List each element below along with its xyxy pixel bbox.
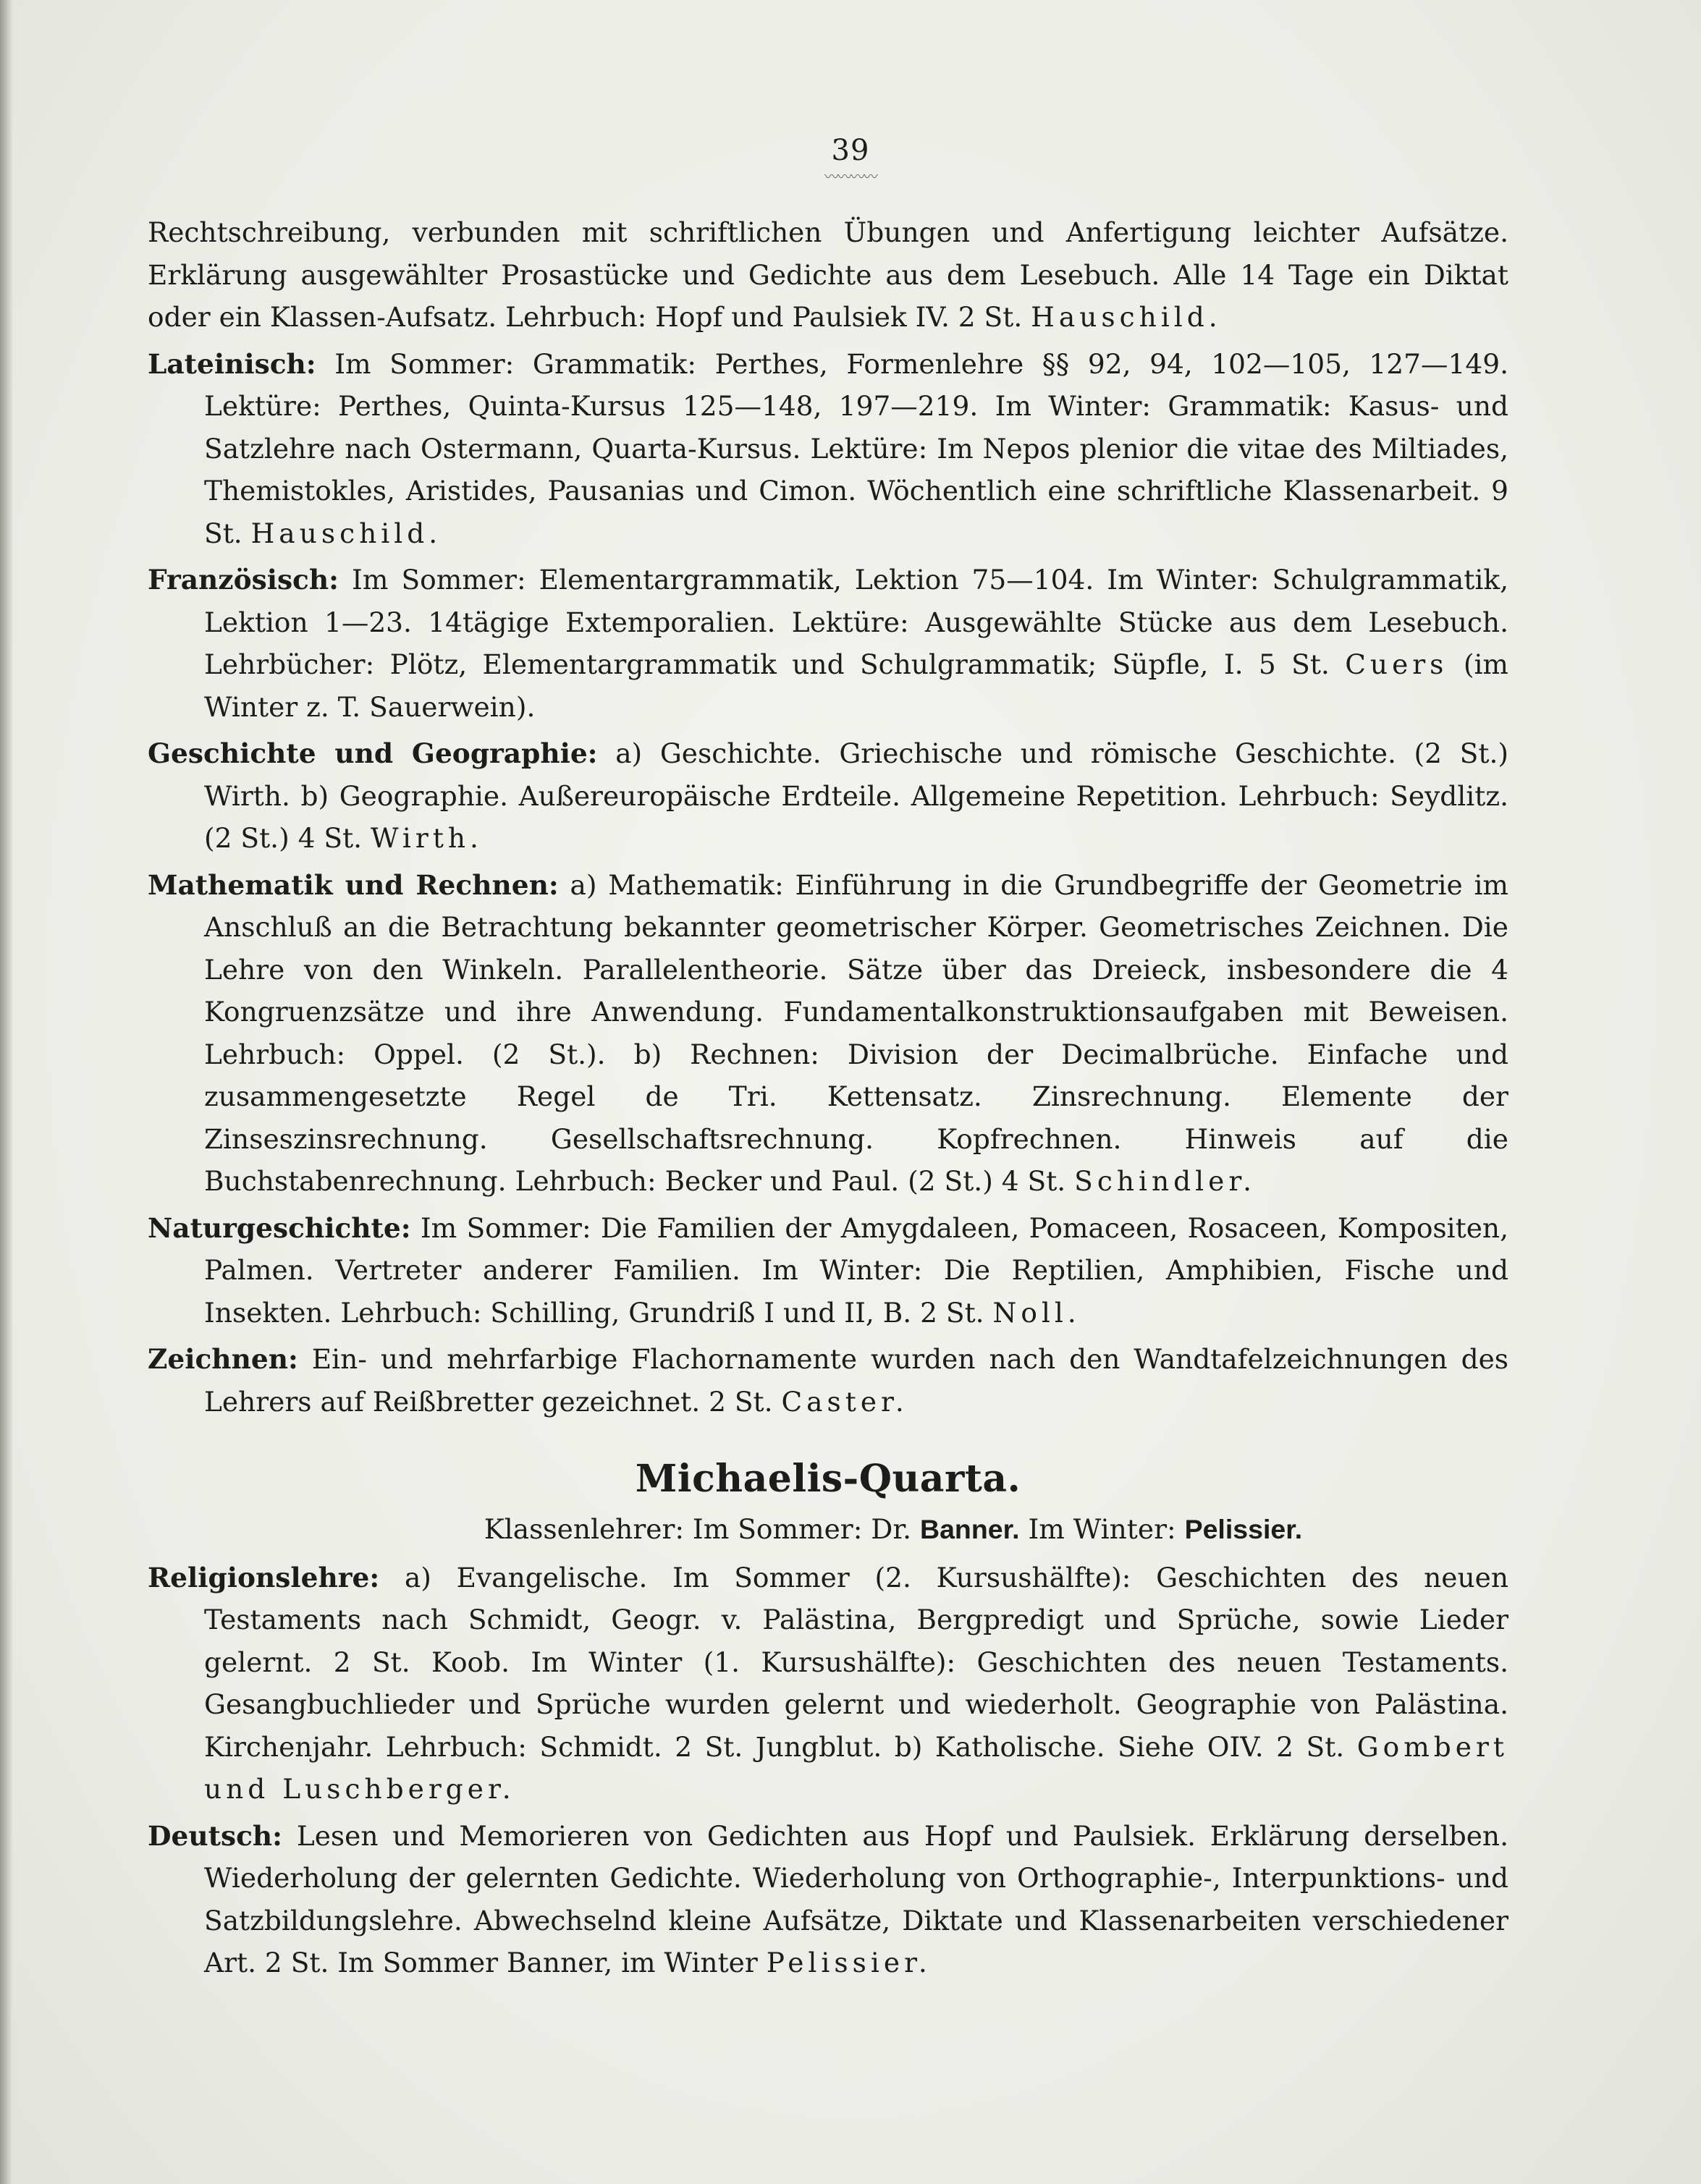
teacher-name: Noll. [992,1296,1081,1329]
subject-label: Zeichnen: [148,1343,298,1375]
subject-text: a) Mathematik: Einführung in die Grundbegriffe der Geometrie im Anschluß an die Betrachtung bekannter geometrischer Körper. Geometrisches Zeichnen. Die Lehre von den Winkeln. Parallelentheorie. Sätze über das Dreieck, insbesondere die 4 Kongruenzsätze und ihre Anwendung. Fundamentalkonstruktionsaufgaben mit Beweisen. Lehrbuch: Oppel. (2 St.). b) Rechnen: Division der Decimalbrüche. Einfache und zusammengesetzte Regel de Tri. Kettensatz. Zinsrechnung. Elemente der Zinseszinsrechnung. Gesellschaftsrechnung. Kopfrechnen. Hinweis auf die Buchstabenrechnung. Lehrbuch: Becker und Paul. (2 St.) 4 St. [204,868,1508,1197]
page-content [148,211,1508,1984]
subject-entry-latin [148,343,1508,555]
teacher-name: Hauschild. [1031,301,1222,333]
subject-label: Religionslehre: [148,1561,380,1593]
continued-paragraph [148,211,1508,339]
subject-text: Im Sommer: Elementargrammatik, Lektion 75—104. Im Winter: Schulgrammatik, Lektion 1—23. 14tägige Extemporalien. Lektüre: Ausgewählte Stücke aus dem Lesebuch. Lehrbücher: Plötz, Elementargrammatik und Schulgrammatik; Süpfle, I. 5 St. [204,564,1509,680]
subject-text: a) Evangelische. Im Sommer (2. Kursushälfte): Geschichten des neuen Testaments nach Schmidt, Geogr. v. Palästina, Bergpredigt und Sprüche, sowie Lieder gelernt. 2 St. Koob. Im Winter (1. Kursushälfte): Geschichten des neuen Testaments. Gesangbuchlieder und Sprüche wurden gelernt und wiederholt. Geographie von Palästina. Kirchenjahr. Lehrbuch: Schmidt. 2 St. Jungblut. b) Katholische. Siehe OIV. 2 St. [204,1561,1508,1763]
teacher-name: Caster. [781,1385,908,1418]
paragraph-text: Rechtschreibung, verbunden mit schriftlichen Übungen und Anfertigung leichter Aufsätze. Erklärung ausgewählter Prosastücke und Gedichte aus dem Lesebuch. Alle 14 Tage ein Diktat oder ein Klassen-Aufsatz. Lehrbuch: Hopf und Paulsiek IV. 2 St. [148,216,1508,333]
winter-teacher: Pelissier. [1184,1514,1303,1544]
subject-text: Im Sommer: Die Familien der Amygdaleen, Pomaceen, Rosaceen, Kompositen, Palmen. Vertreter anderer Familien. Im Winter: Die Reptilien, Amphibien, Fische und Insekten. Lehrbuch: Schilling, Grundriß I und II, B. 2 St. [204,1211,1508,1329]
teacher-name: Wirth. [371,822,483,854]
subject-entry-drawing [148,1338,1508,1423]
class-teachers-line [148,1508,1508,1551]
teachers-prefix: Klassenlehrer: Im Sommer: Dr. [484,1513,912,1545]
ornament-line: 〰〰〰〰 [824,168,877,185]
teacher-name: Gombert und Luschberger. [204,1730,1508,1805]
teacher-name: Cuers [1345,648,1448,680]
teacher-name: Schindler. [1074,1165,1257,1197]
page-number: 39 [831,134,870,167]
subject-entry-religion [148,1557,1508,1811]
section-title: Michaelis-Quarta. [635,1457,1021,1501]
subject-text: a) Geschichte. Griechische und römische Geschichte. (2 St.) Wirth. b) Geographie. Außereuropäische Erdteile. Allgemeine Repetition. Lehrbuch: Seydlitz. (2 St.) 4 St. [204,737,1508,854]
subject-entry-mathematics [148,864,1508,1203]
subject-entry-history-geography [148,732,1508,860]
teacher-note: (im Winter z. T. Sauerwein). [204,648,1508,723]
teacher-name: Pelissier. [766,1947,932,1978]
subject-entry-french [148,559,1508,728]
teacher-name: Hauschild. [250,517,442,549]
page-edge-shadow [0,0,13,2184]
subject-label: Mathematik und Rechnen: [148,868,559,901]
subject-entry-german [148,1815,1508,1984]
subject-label: Geschichte und Geographie: [148,737,598,769]
summer-teacher: Banner. [920,1514,1020,1544]
subject-label: Deutsch: [148,1819,283,1852]
subject-text: Im Sommer: Grammatik: Perthes, Formenlehre §§ 92, 94, 102—105, 127—149. Lektüre: Perthes, Quinta-Kursus 125—148, 197—219. Im Winter: Grammatik: Kasus- und Satzlehre nach Ostermann, Quarta-Kursus. Lektüre: Im Nepos plenior die vitae des Miltiades, Themistokles, Aristides, Pausanias und Cimon. Wöchentlich eine schriftliche Klassenarbeit. 9 St. [204,347,1509,549]
subject-entry-natural-history [148,1207,1508,1334]
subject-label: Naturgeschichte: [148,1211,411,1244]
subject-text: Lesen und Memorieren von Gedichten aus Hopf und Paulsiek. Erklärung derselben. Wiederholung der gelernten Gedichte. Wiederholung von Orthographie-, Interpunktions- und Satzbildungslehre. Abwechselnd kleine Aufsätze, Diktate und Klassenarbeiten verschiedener Art. 2 St. Im Sommer Banner, im Winter [204,1819,1509,1978]
subject-label: Lateinisch: [148,347,316,380]
page-header [0,134,1701,183]
subject-text: Ein- und mehrfarbige Flachornamente wurden nach den Wandtafelzeichnungen des Lehrers auf Reißbretter gezeichnet. 2 St. [204,1343,1509,1418]
winter-prefix: Im Winter: [1028,1513,1176,1545]
subject-label: Französisch: [148,564,339,596]
